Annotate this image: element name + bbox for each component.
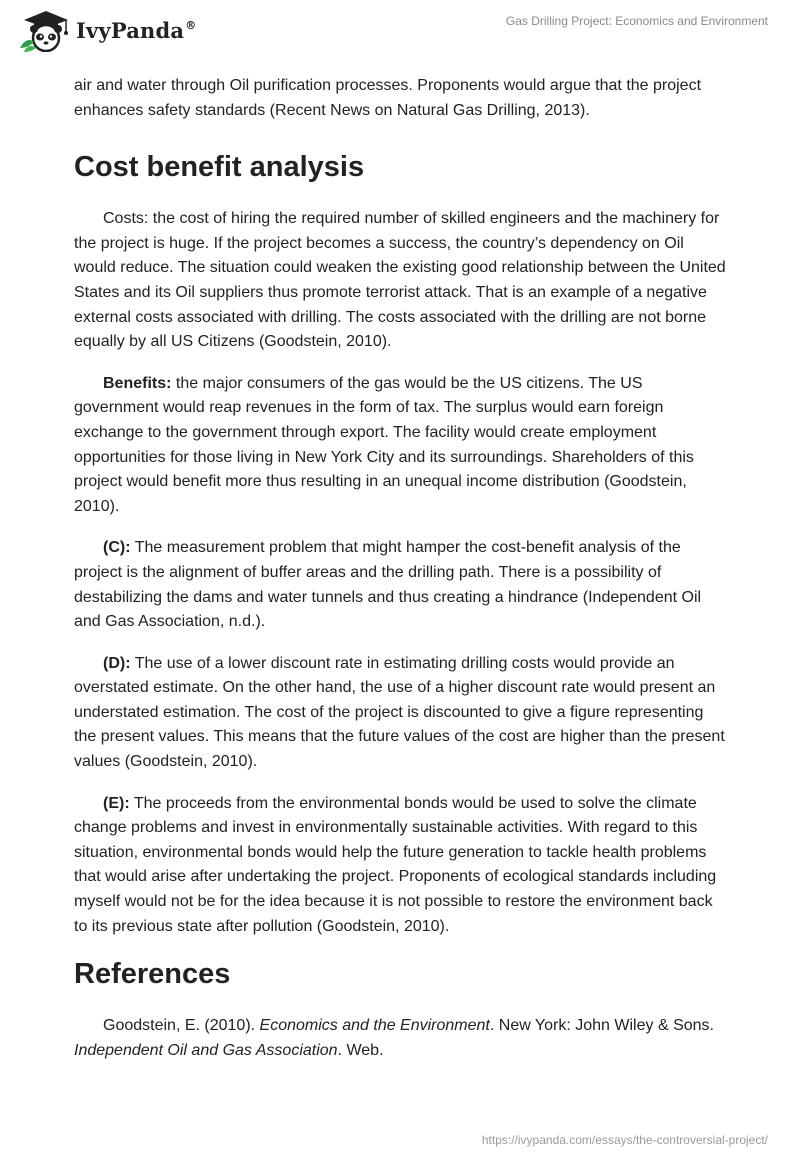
source-url[interactable]: https://ivypanda.com/essays/the-controversial-project/	[481, 1133, 768, 1147]
paragraph-e	[74, 792, 726, 940]
paragraph-d	[74, 652, 726, 775]
benefits-text: the major consumers of the gas would be the US citizens. The US government would reap revenues in the form of tax. The surplus would earn foreign exchange to the government through export. The facility would create employment opportunities for those living in New York City and its surroundings. Shareholders of this project would benefit more thus resulting in an unequal income distribution (Goodstein, 2010).	[74, 374, 694, 515]
benefits-label: Benefits:	[103, 374, 172, 392]
section-heading-cost-benefit: Cost benefit analysis	[74, 151, 365, 184]
reference-entry	[74, 1014, 726, 1063]
costs-paragraph: Costs: the cost of hiring the required number of skilled engineers and the machinery for the project is huge. If the project becomes a success, the country’s dependency on Oil would reduce. The situation could weaken the existing good relationship between the United States and its Oil suppliers thus promote terrorist attack. That is an example of a negative external costs associated with drilling. The costs associated with the drilling are not borne equally by all US Citizens (Goodstein, 2010).	[74, 210, 726, 351]
reference-web: . Web.	[337, 1041, 384, 1059]
essay-body	[74, 74, 726, 1080]
section-heading-references: References	[74, 958, 231, 991]
logo[interactable]	[16, 8, 196, 52]
intro-paragraph: air and water through Oil purification processes. Proponents would argue that the project enhances safety standards (Recent News on Natural Gas Drilling, 2013).	[74, 77, 702, 119]
benefits-paragraph	[74, 372, 726, 520]
panda-graduate-icon	[16, 8, 72, 52]
c-label: (C):	[103, 539, 131, 557]
reference-author: Goodstein, E. (2010).	[103, 1017, 260, 1035]
d-label: (D):	[103, 654, 131, 672]
document-title: Gas Drilling Project: Economics and Environment	[505, 14, 768, 28]
paragraph-c	[74, 536, 726, 634]
logo-text: IvyPanda®	[76, 17, 197, 43]
e-label: (E):	[103, 794, 130, 812]
reference-source-title: Independent Oil and Gas Association	[74, 1041, 338, 1059]
reference-publisher: . New York: John Wiley & Sons.	[489, 1017, 714, 1035]
reference-book-title: Economics and the Environment	[259, 1017, 490, 1035]
e-text: The proceeds from the environmental bonds would be used to solve the climate change problems and invest in environmentally sustainable activities. With regard to this situation, environmental bonds would help the future generation to tackle health problems that would arise after undertaking the project. Proponents of ecological standards including myself would not be for the idea because it is not possible to restore the environment back to its previous state after pollution (Goodstein, 2010).	[74, 794, 717, 935]
d-text: The use of a lower discount rate in estimating drilling costs would provide an overstated estimate. On the other hand, the use of a higher discount rate would present an understated estimation. The cost of the project is discounted to give a figure representing the present values. This means that the future values of the cost are higher than the present values (Goodstein, 2010).	[74, 654, 725, 771]
c-text: The measurement problem that might hamper the cost-benefit analysis of the project is the alignment of buffer areas and the drilling path. There is a possibility of destabilizing the dams and water tunnels and thus creating a hindrance (Independent Oil and Gas Association, n.d.).	[74, 539, 702, 631]
